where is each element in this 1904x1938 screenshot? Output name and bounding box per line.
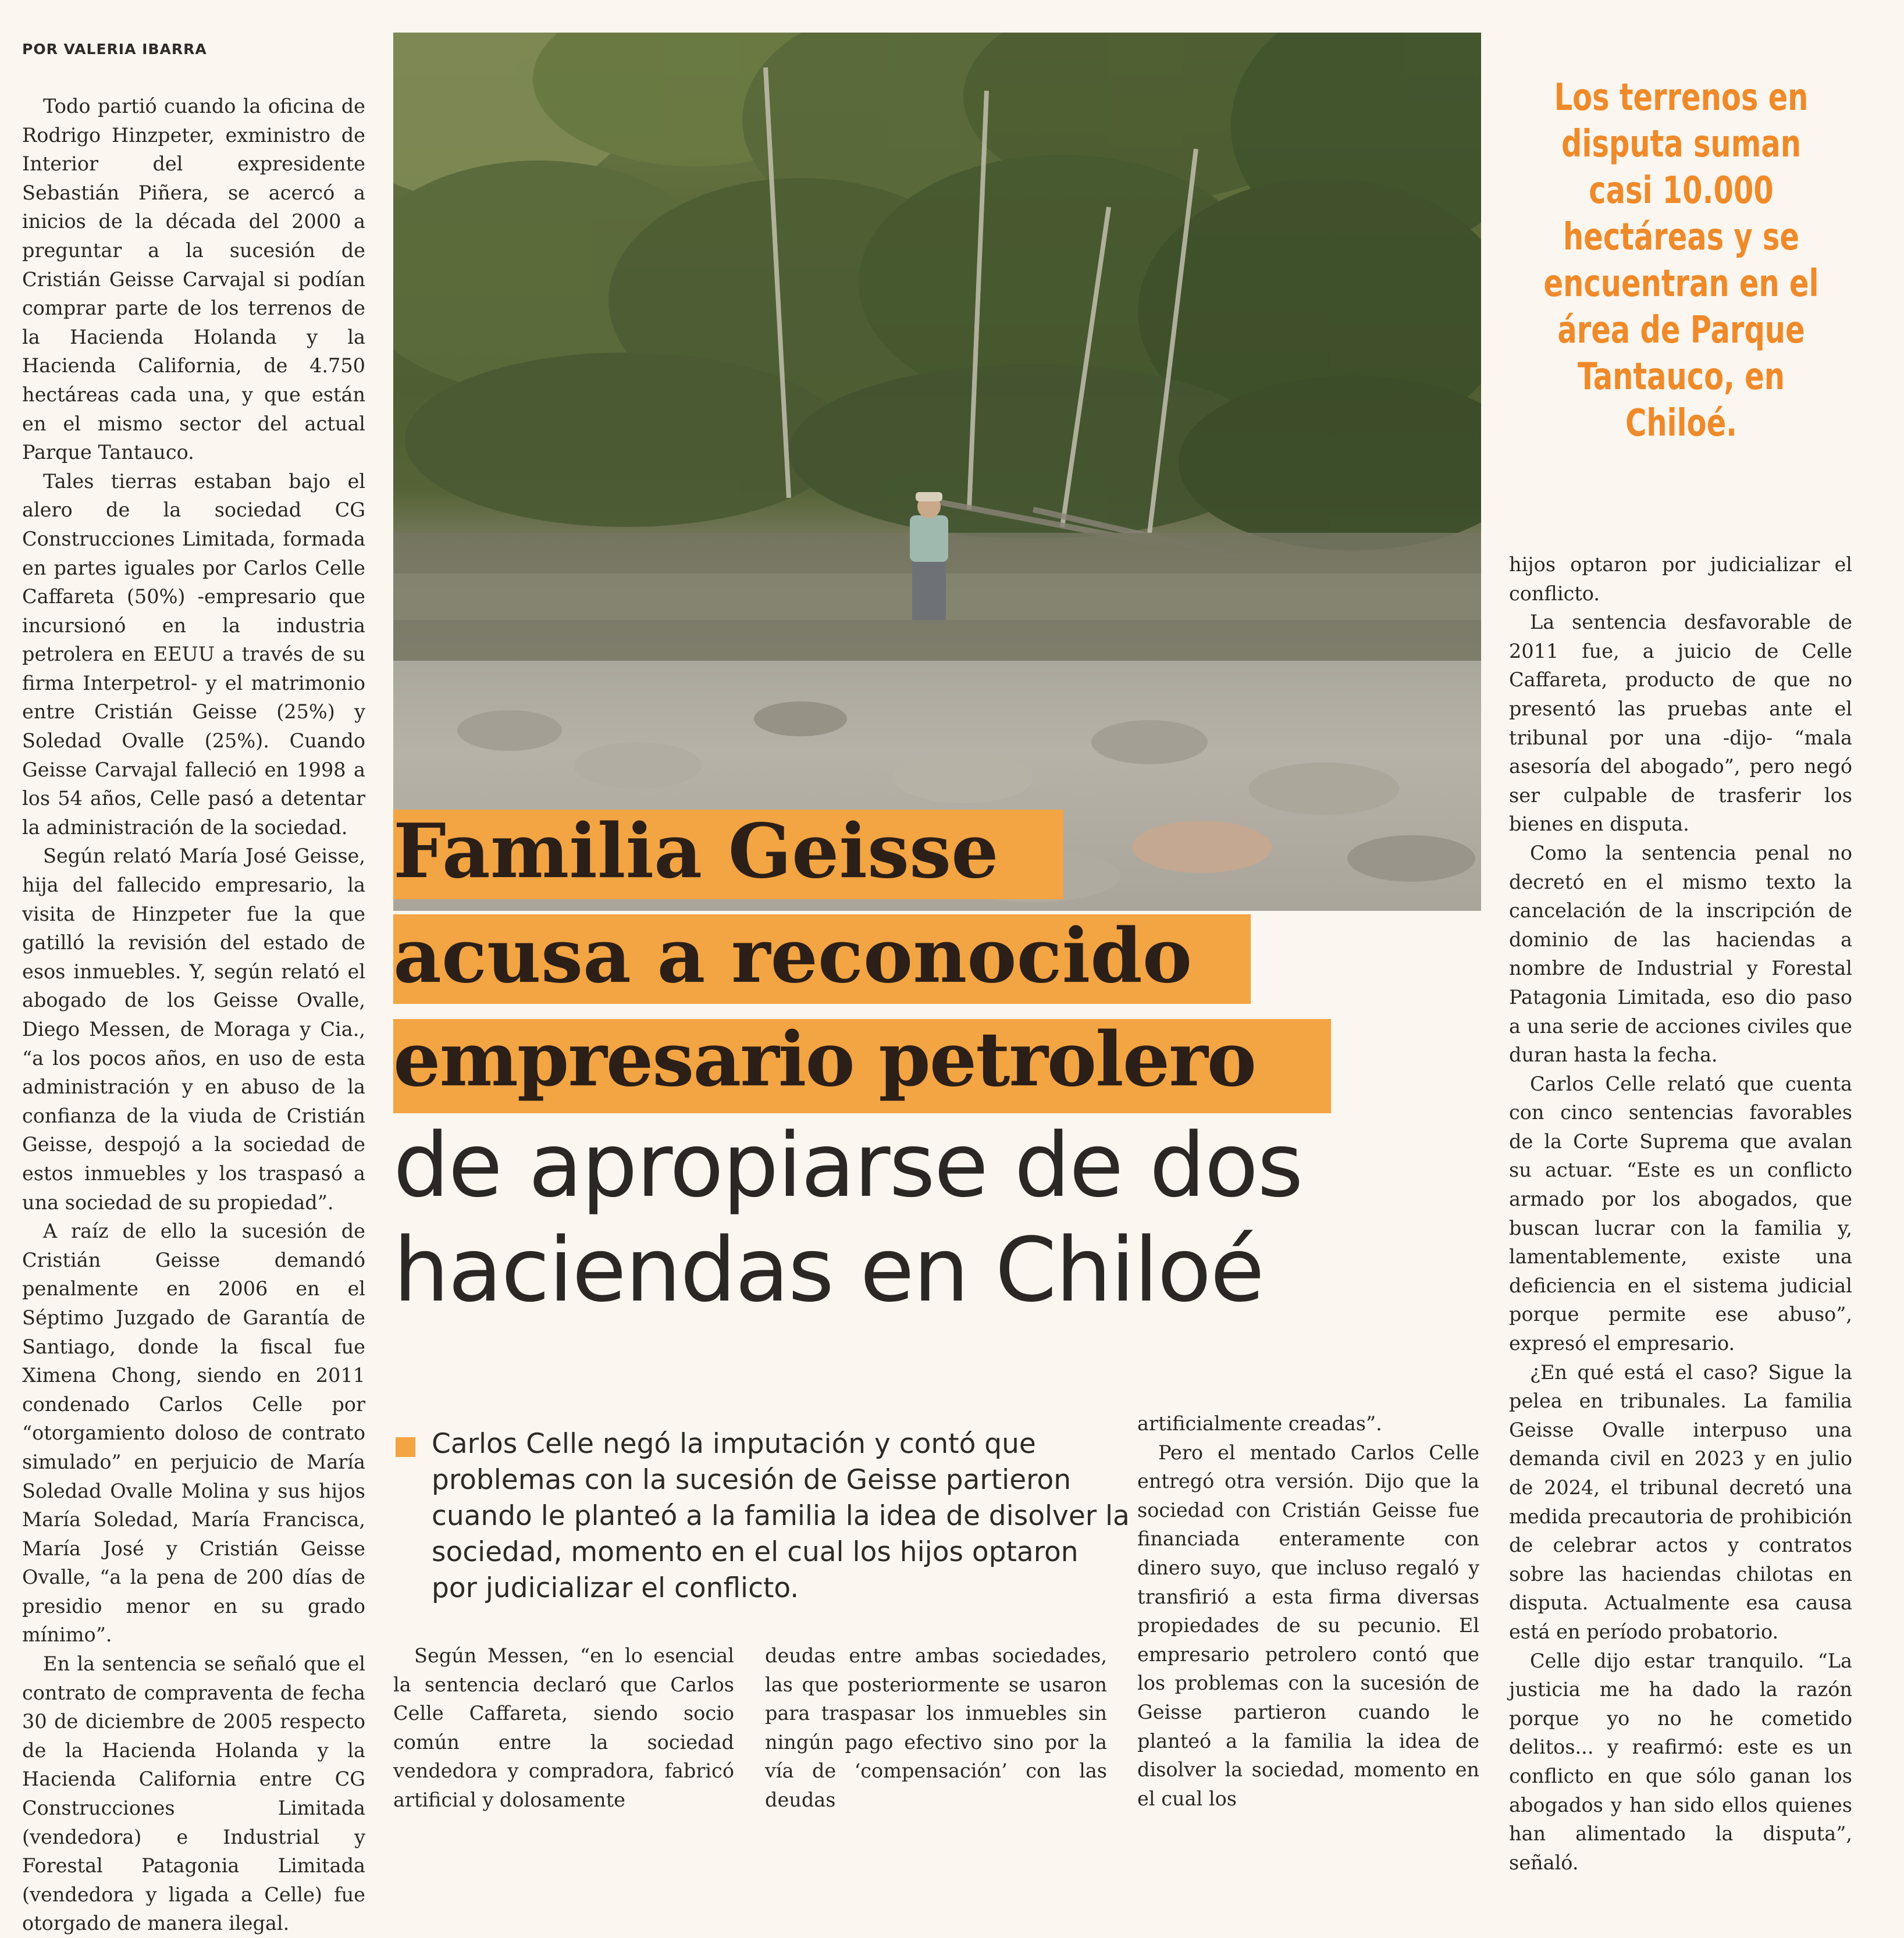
paragraph: Todo partió cuando la oficina de Rodrigo Hinzpeter, exministro de Interior del expresidente Sebastián Piñera, se acercó a inicios de la década del 2000 a preguntar a la sucesión de Cristián Geisse Carvajal si podían comprar parte de los terrenos de la Hacienda Holanda y la Hacienda California, de 4.750 hectáreas cada una, y que están en el mismo sector del actual Parque Tantauco.	[22, 95, 365, 464]
headline-line-5: haciendas en Chiloé	[393, 1219, 1264, 1321]
lead-paragraph: Carlos Celle negó la imputación y contó que problemas con la sucesión de Geisse partieron cuando le planteó a la familia la idea de disolver la sociedad, momento en el cual los hijos optaron por judicializar el conflicto.	[432, 1428, 1130, 1604]
headline-line-2: acusa a reconocido	[393, 913, 1193, 1000]
paragraph: Celle dijo estar tranquilo. “La justicia me ha dado la razón porque yo no he cometido delitos... y reafirmó: este es un conflicto en que sólo ganan los abogados y han sido ellos quienes han alimentado la disputa”, señaló.	[1509, 1649, 1852, 1874]
paragraph: ¿En qué está el caso? Sigue la pelea en tribunales. La familia Geisse Ovalle interpuso una demanda civil en 2023 y en julio de 2024, el tribunal decretó una medida precautoria de prohibición de celebrar actos y contratos sobre las haciendas chilotas en disputa. Actualmente esa causa está en período probatorio.	[1509, 1360, 1852, 1643]
paragraph: Carlos Celle relató que cuenta con cinco sentencias favorables de la Corte Suprema que avalan su actuar. “Este es un conflicto armado por los abogados, que buscan lucrar con la familia y, lamentablemente, existe una deficiencia en el sistema judicial porque permite ese abuso”, expresó el empresario.	[1509, 1072, 1852, 1355]
article-photo	[393, 33, 1481, 911]
headline-line-3: empresario petrolero	[393, 1016, 1255, 1103]
article-column-4	[1137, 1409, 1479, 1813]
paragraph: En la sentencia se señaló que el contrato de compraventa de fecha 30 de diciembre de 2005 respecto de la Hacienda Holanda y la Hacienda California entre CG Construcciones Limitada (vendedora) e Industrial y Forestal Patagonia Limitada (vendedora y ligada a Celle) fue otorgado de manera ilegal.	[22, 1652, 365, 1935]
article-column-2	[393, 1641, 734, 1815]
paragraph: deudas entre ambas sociedades, las que posteriormente se usaron para traspasar los inmuebles sin ningún pago efectivo sino por la vía de ‘compensación’ con las deudas	[765, 1644, 1107, 1811]
lead-bullet	[396, 1437, 415, 1457]
byline: POR VALERIA IBARRA	[22, 41, 207, 58]
article-column-1	[22, 92, 365, 1938]
headline-line-4: de apropiarse de dos	[393, 1114, 1302, 1217]
paragraph: Según relató María José Geisse, hija del fallecido empresario, la visita de Hinzpeter fue la que gatilló la revisión del estado de esos inmuebles. Y, según relató el abogado de los Geisse Ovalle, Diego Messen, de Moraga y Cia., “a los pocos años, en uso de esta administración y en abuso de la confianza de la viuda de Cristián Geisse, despojó a la sociedad de estos inmuebles y los traspasó a una sociedad de su propiedad”.	[22, 845, 365, 1214]
paragraph: hijos optaron por judicializar el conflicto.	[1509, 553, 1852, 605]
article-column-3	[765, 1641, 1107, 1815]
paragraph: artificialmente creadas”.	[1137, 1412, 1382, 1435]
paragraph: La sentencia desfavorable de 2011 fue, a juicio de Celle Caffareta, producto de que no presentó las pruebas ante el tribunal por una -dijo- “mala asesoría del abogado”, pero negó ser culpable de trasferir los bienes en disputa.	[1509, 611, 1852, 836]
paragraph: A raíz de ello la sucesión de Cristián Geisse demandó penalmente en 2006 en el Séptimo Juzgado de Garantía de Santiago, donde la fiscal fue Ximena Chong, siendo en 2011 condenado Carlos Celle por “otorgamiento doloso de contrato simulado” en perjuicio de María Soledad Ovalle Molina y sus hijos María Soledad, María Francisca, María José y Cristián Geisse Ovalle, “a la pena de 200 días de presidio menor en su grado mínimo”.	[22, 1220, 365, 1647]
headline-line-1: Familia Geisse	[393, 808, 999, 895]
article-column-5	[1509, 550, 1852, 1877]
paragraph: Tales tierras estaban bajo el alero de la sociedad CG Construcciones Limitada, formada en partes iguales por Carlos Celle Caffareta (50%) -empresario que incursionó en la industria petrolera en EEUU a través de su firma Interpetrol- y el matrimonio entre Cristián Geisse (25%) y Soledad Ovalle (25%). Cuando Geisse Carvajal falleció en 1998 a los 54 años, Celle pasó a detentar la administración de la sociedad.	[22, 469, 365, 839]
pull-quote: Los terrenos en disputa suman casi 10.000 hectáreas y se encuentran en el área de Parque Tantauco, en Chiloé.	[1543, 76, 1819, 445]
paragraph: Pero el mentado Carlos Celle entregó otra versión. Dijo que la sociedad con Cristián Geisse fue financiada enteramente con dinero suyo, que incluso regaló y transfirió a esta firma diversas propiedades de su pecunio. El empresario petrolero contó que los problemas con la sucesión de Geisse partieron cuando le planteó a la familia la idea de disolver la sociedad, momento en el cual los	[1137, 1441, 1479, 1810]
paragraph: Como la sentencia penal no decretó en el mismo texto la cancelación de la inscripción de dominio de las haciendas a nombre de Industrial y Forestal Patagonia Limitada, eso dio paso a una serie de acciones civiles que duran hasta la fecha.	[1509, 841, 1852, 1067]
river-forest-photo	[393, 33, 1481, 911]
paragraph: Según Messen, “en lo esencial la sentencia declaró que Carlos Celle Caffareta, siendo socio común entre la sociedad vendedora y compradora, fabricó artificial y dolosamente	[393, 1644, 734, 1811]
